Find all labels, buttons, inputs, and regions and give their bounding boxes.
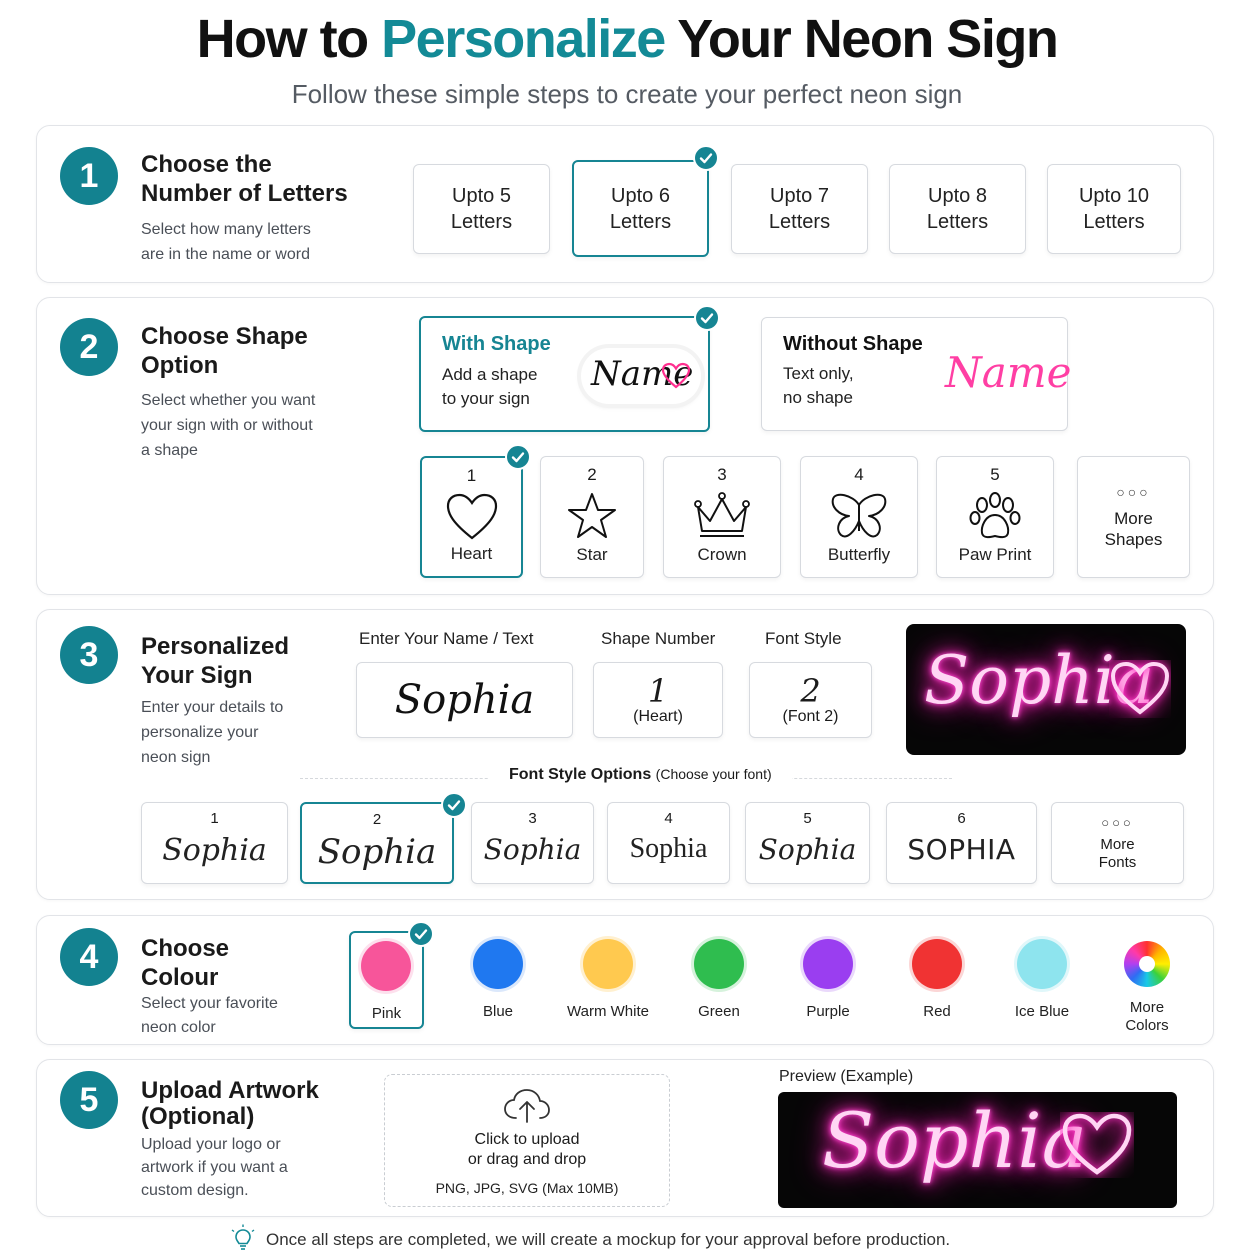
selected-check-icon — [505, 444, 531, 470]
shape-number: 4 — [854, 465, 864, 484]
shape-number: 3 — [717, 465, 727, 484]
page-subtitle: Follow these simple steps to create your perfect neon sign — [291, 79, 963, 109]
step3-desc-line2: personalize your — [141, 724, 259, 741]
option-line2: Letters — [768, 211, 831, 233]
shape-number-label: Shape Number — [601, 629, 716, 648]
letters-option-5[interactable] — [413, 164, 550, 254]
selected-check-icon — [441, 792, 467, 818]
title-post: Your Neon Sign — [664, 9, 1058, 69]
font-number: 3 — [528, 810, 537, 827]
without-shape-option[interactable] — [761, 317, 1072, 431]
color-option-blue[interactable] — [460, 939, 536, 1029]
font-sample: Sophia — [317, 832, 437, 872]
more-shapes-line2: Shapes — [1104, 530, 1163, 549]
option-line2: Letters — [609, 210, 672, 233]
step4-desc-line2: neon color — [141, 1019, 216, 1036]
shape-option-crown[interactable] — [663, 456, 781, 578]
font-style-sub: (Font 2) — [782, 708, 839, 725]
shape-number-value: 1 — [647, 672, 669, 710]
font-options-title: Font Style Options — [509, 766, 652, 783]
color-label: Red — [923, 1003, 951, 1020]
blue-swatch — [473, 939, 523, 989]
more-fonts-line1: More — [1100, 835, 1135, 853]
color-option-pink[interactable] — [349, 931, 424, 1029]
with-shape-desc-line2: to your sign — [442, 389, 530, 408]
step3-desc-line1: Enter your details to — [141, 699, 284, 716]
ice-blue-swatch — [1017, 939, 1067, 989]
without-shape-title: Without Shape — [783, 333, 923, 355]
step4-title — [141, 934, 229, 992]
red-swatch — [912, 939, 962, 989]
without-shape-sample-text: Name — [945, 348, 1072, 397]
heart-icon — [1109, 660, 1171, 718]
step3-description — [141, 695, 283, 770]
without-shape-desc-line2: no shape — [783, 388, 853, 407]
option-line2: Letters — [1083, 211, 1145, 233]
shape-option-heart[interactable] — [420, 456, 523, 578]
shape-number-sub: (Heart) — [633, 708, 683, 725]
upload-line2: or drag and drop — [467, 1150, 587, 1168]
option-line2: Letters — [926, 211, 989, 233]
font-sample: Sophia — [629, 833, 708, 864]
step4-desc-line1: Select your favorite — [141, 995, 278, 1012]
letters-option-7[interactable] — [731, 164, 868, 254]
more-colors-line2: Colors — [1125, 1017, 1169, 1034]
font-style-label: Font Style — [765, 629, 842, 648]
option-line1: Upto 6 — [611, 184, 670, 207]
step2-desc-line2: your sign with or without — [141, 417, 313, 434]
color-option-ice-blue[interactable] — [1002, 939, 1082, 1029]
title-accent: Personalize — [381, 9, 665, 69]
step3-title-line2: Your Sign — [141, 662, 253, 689]
color-option-purple[interactable] — [790, 939, 866, 1029]
with-shape-desc — [442, 363, 537, 411]
warm-white-swatch — [583, 939, 633, 989]
upload-line1: Click to upload — [474, 1130, 580, 1148]
step2-desc-line3: a shape — [141, 442, 198, 459]
step5-number-badge: 5 — [60, 1071, 118, 1129]
font-number: 2 — [372, 811, 382, 828]
font-option-5[interactable] — [745, 802, 870, 884]
color-label: Green — [698, 1003, 740, 1020]
step1-description — [141, 217, 311, 267]
shape-number-input[interactable] — [593, 662, 723, 738]
page-title — [0, 8, 1254, 70]
color-label: Pink — [371, 1005, 402, 1022]
font-option-2[interactable] — [300, 802, 454, 884]
without-shape-desc — [783, 362, 854, 410]
butterfly-icon — [829, 491, 889, 541]
step5-title — [141, 1078, 319, 1130]
green-swatch — [694, 939, 744, 989]
shape-option-paw-print[interactable] — [936, 456, 1054, 578]
font-style-value: 2 — [800, 672, 821, 710]
color-label: Purple — [806, 1003, 850, 1020]
font-sample: Sophia — [483, 833, 582, 866]
option-line1: Upto 10 — [1078, 185, 1150, 207]
shape-label: Star — [576, 545, 608, 564]
step1-title-line1: Choose the — [141, 151, 272, 178]
option-line1: Upto 5 — [452, 185, 511, 207]
letters-option-6[interactable] — [572, 160, 709, 257]
lightbulb-icon — [229, 1224, 257, 1252]
upload-formats: PNG, JPG, SVG (Max 10MB) — [435, 1179, 619, 1196]
shape-label: Butterfly — [827, 545, 891, 564]
neon-preview-text: Sophia — [924, 642, 1155, 719]
selected-check-icon — [408, 921, 434, 947]
color-label: Blue — [482, 1003, 514, 1020]
step2-desc-line1: Select whether you want — [141, 392, 316, 409]
more-colors-line1: More — [1129, 999, 1165, 1016]
with-shape-title: With Shape — [442, 333, 551, 355]
color-option-green[interactable] — [681, 939, 757, 1029]
heart-icon — [661, 362, 691, 390]
step2-title-line2: Option — [141, 352, 219, 379]
more-shapes-line1: More — [1114, 509, 1153, 528]
font-option-6[interactable] — [886, 802, 1037, 884]
step5-desc-line3: custom design. — [141, 1182, 249, 1199]
shape-label: Crown — [697, 545, 747, 564]
shape-label: Paw Print — [958, 545, 1032, 564]
color-option-red[interactable] — [899, 939, 975, 1029]
purple-swatch — [803, 939, 853, 989]
shape-number: 2 — [587, 465, 597, 484]
name-field-label: Enter Your Name / Text — [359, 629, 534, 648]
with-shape-option[interactable] — [419, 316, 710, 432]
step2-number-badge: 2 — [60, 318, 118, 376]
neon-preview-small — [906, 624, 1186, 755]
option-line2: Letters — [450, 211, 513, 233]
step1-desc-line2: are in the name or word — [141, 246, 310, 263]
step3-title-line1: Personalized — [141, 633, 290, 660]
star-icon — [565, 491, 619, 541]
heart-icon — [1060, 1112, 1134, 1178]
step3-number-badge: 3 — [60, 626, 118, 684]
with-shape-desc-line1: Add a shape — [442, 365, 538, 384]
name-input-value: Sophia — [394, 677, 535, 723]
font-sample: SOPHIA — [907, 833, 1016, 866]
upload-dropzone[interactable] — [384, 1074, 670, 1207]
option-line1: Upto 8 — [928, 185, 987, 207]
more-fonts-button[interactable] — [1051, 802, 1184, 884]
more-colors-label — [1110, 999, 1184, 1035]
more-shapes-button[interactable] — [1077, 456, 1190, 578]
shape-sample-text: Name — [591, 354, 694, 394]
shape-label: Heart — [450, 544, 493, 563]
without-shape-desc-line1: Text only, — [783, 364, 854, 383]
step1-number-badge: 1 — [60, 147, 118, 205]
selected-check-icon — [694, 305, 720, 331]
option-line1: Upto 7 — [770, 185, 829, 207]
more-fonts-line2: Fonts — [1098, 853, 1137, 871]
letters-option-8[interactable] — [889, 164, 1026, 254]
more-dots-icon: ○○○ — [1116, 484, 1151, 500]
step5-title-line1: Upload Artwork — [141, 1077, 319, 1104]
shape-sample-badge — [581, 348, 701, 404]
neon-preview-text: Sophia — [822, 1096, 1088, 1185]
step3-title — [141, 632, 289, 690]
color-wheel-icon — [1124, 941, 1170, 987]
font-number: 5 — [803, 810, 812, 827]
color-option-warm-white[interactable] — [560, 939, 656, 1029]
neon-preview-large — [778, 1092, 1177, 1208]
font-style-input[interactable] — [749, 662, 872, 738]
title-pre: How to — [196, 9, 382, 69]
footer-note: Once all steps are completed, we will create a mockup for your approval before production. — [266, 1230, 951, 1249]
more-dots-icon: ○○○ — [1101, 814, 1134, 830]
step5-description — [141, 1133, 288, 1202]
font-options-subtitle: (Choose your font) — [655, 766, 772, 782]
step4-title-line1: Choose — [141, 935, 230, 962]
shape-number: 5 — [990, 465, 1000, 484]
step5-desc-line1: Upload your logo or — [141, 1136, 281, 1153]
step2-title-line1: Choose Shape — [141, 323, 308, 350]
shape-number: 1 — [466, 466, 477, 485]
pink-swatch — [361, 941, 411, 991]
cloud-upload-icon — [502, 1086, 552, 1126]
font-number: 4 — [664, 810, 673, 827]
name-input[interactable] — [356, 662, 573, 738]
font-number: 1 — [210, 810, 219, 827]
step4-number-badge: 4 — [60, 928, 118, 986]
step2-title — [141, 322, 308, 380]
step1-title — [141, 150, 348, 208]
step4-description — [141, 992, 278, 1040]
color-label: Warm White — [567, 1003, 649, 1020]
selected-check-icon — [693, 145, 719, 171]
step2-description — [141, 388, 315, 463]
step1-desc-line1: Select how many letters — [141, 221, 311, 238]
step1-title-line2: Number of Letters — [141, 180, 348, 207]
paw-print-icon — [967, 491, 1023, 543]
step5-title-line2: (Optional) — [141, 1103, 255, 1130]
more-colors-button[interactable] — [1110, 941, 1184, 1034]
crown-icon — [690, 491, 754, 541]
font-options-heading — [489, 766, 792, 784]
heart-icon — [445, 492, 499, 542]
letters-option-10[interactable] — [1047, 164, 1181, 254]
preview-label: Preview (Example) — [779, 1068, 914, 1085]
shape-option-butterfly[interactable] — [800, 456, 918, 578]
step4-title-line2: Colour — [141, 964, 219, 991]
font-option-3[interactable] — [471, 802, 594, 884]
font-number: 6 — [957, 810, 966, 827]
font-sample: Sophia — [162, 833, 267, 868]
color-label: Ice Blue — [1014, 1003, 1070, 1020]
font-option-4[interactable] — [607, 802, 730, 884]
step5-desc-line2: artwork if you want a — [141, 1159, 288, 1176]
font-sample: Sophia — [758, 833, 857, 866]
font-option-1[interactable] — [141, 802, 288, 884]
shape-option-star[interactable] — [540, 456, 644, 578]
step3-desc-line3: neon sign — [141, 749, 211, 766]
